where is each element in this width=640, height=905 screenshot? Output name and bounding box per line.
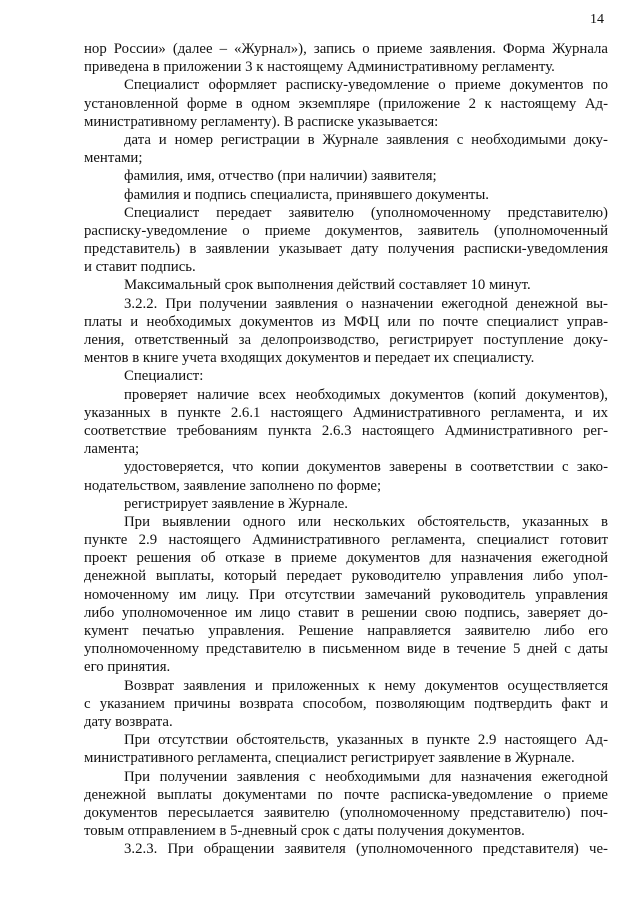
text-line: ламента; [84, 441, 140, 458]
text-line: министративного регламента, специалист регистрирует заявление в Журнале. [84, 750, 575, 767]
text-line: кумент печатью управления. Решение направляется заявителю либо его [84, 623, 608, 639]
text-line: При отсутствии обстоятельств, указанных в пункте 2.9 настоящего Ад- [124, 732, 608, 749]
text-line: фамилия и подпись специалиста, принявшего документы. [124, 186, 489, 203]
text-line: 3.2.2. При получении заявления о назначении ежегодной денежной вы- [124, 295, 608, 312]
text-line: приведена в приложении 3 к настоящему Административному регламенту. [84, 59, 555, 76]
text-line: его принятия. [84, 659, 171, 676]
text-line: платы и необходимых документов из МФЦ или по почте специалист управ- [84, 313, 608, 330]
text-line: денежной выплаты документами по почте расписка-уведомление о приеме [84, 786, 608, 803]
text-line: Максимальный срок выполнения действий составляет 10 минут. [124, 277, 531, 294]
text-line: нодательством, заявление заполнено по форме; [84, 477, 382, 494]
text-line: Специалист передает заявителю (уполномоченному представителю) [124, 204, 608, 221]
text-line: номоченному им лицу. При отсутствии замечаний руководитель управления [84, 586, 608, 603]
text-line: 3.2.3. При обращении заявителя (уполномоченного представителя) че- [124, 841, 608, 858]
text-line: регистрирует заявление в Журнале. [124, 495, 348, 512]
text-line: удостоверяется, что копии документов заверены в соответствии с зако- [124, 459, 608, 476]
text-line: расписку-уведомление о приеме документов, заявитель (уполномоченный [84, 222, 608, 239]
text-line: нор России» (далее – «Журнал»), запись о приеме заявления. Форма Журнала [84, 41, 608, 57]
text-line: Специалист оформляет расписку-уведомление о приеме документов по [124, 77, 608, 94]
text-line: ментов в книге учета входящих документов и передает их специалисту. [84, 350, 535, 367]
text-line: ментами; [84, 150, 143, 167]
text-line: фамилия, имя, отчество (при наличии) заявителя; [124, 168, 437, 185]
text-line: проект решения об отказе в приеме документов для назначения ежегодной [84, 550, 608, 567]
text-line: денежной выплаты, который передает руководителю управления либо упол- [84, 568, 608, 585]
document-body [84, 40, 608, 858]
text-line: При выявлении одного или нескольких обстоятельств, указанных в [124, 513, 608, 530]
text-line: ления, ответственный за делопроизводство, регистрирует поступление доку- [84, 332, 608, 348]
text-line: и ставит подпись. [84, 259, 196, 276]
text-line: министративному регламенту). В расписке указывается: [84, 113, 439, 130]
text-line: дату возврата. [84, 713, 173, 730]
text-line: Возврат заявления и приложенных к нему документов осуществляется [124, 677, 608, 694]
text-line: проверяет наличие всех необходимых документов (копий документов), [124, 386, 608, 403]
text-line: указанных в пункте 2.6.1 настоящего Административного регламента, и их [84, 404, 608, 421]
text-line: соответствие требованиям пункта 2.6.3 настоящего Административного рег- [84, 422, 608, 439]
text-line: товым отправлением в 5-дневный срок с даты получения документов. [84, 823, 525, 840]
page-number: 14 [590, 12, 604, 27]
text-line: дата и номер регистрации в Журнале заявления с необходимыми доку- [124, 131, 608, 148]
text-line: либо уполномоченное им лицо ставит в решении свою подпись, заверяет до- [84, 604, 608, 621]
text-line: документов пересылается заявителю (уполномоченному представителю) поч- [84, 804, 608, 821]
text-line: При получении заявления с необходимыми для назначения ежегодной [124, 768, 608, 785]
text-line: с указанием причины возврата способом, позволяющим подтвердить факт и [84, 695, 608, 712]
text-line: установленной форме в одном экземпляре (приложение 2 к настоящему Ад- [84, 95, 608, 112]
text-line: пункте 2.9 настоящего Административного регламента, специалист готовит [84, 532, 608, 549]
text-line: Специалист: [124, 368, 204, 385]
text-line: представитель) в заявлении указывает дату получения расписки-уведомления [84, 241, 608, 258]
text-line: уполномоченному представителю в письменном виде в течение 5 дней с даты [84, 641, 608, 658]
